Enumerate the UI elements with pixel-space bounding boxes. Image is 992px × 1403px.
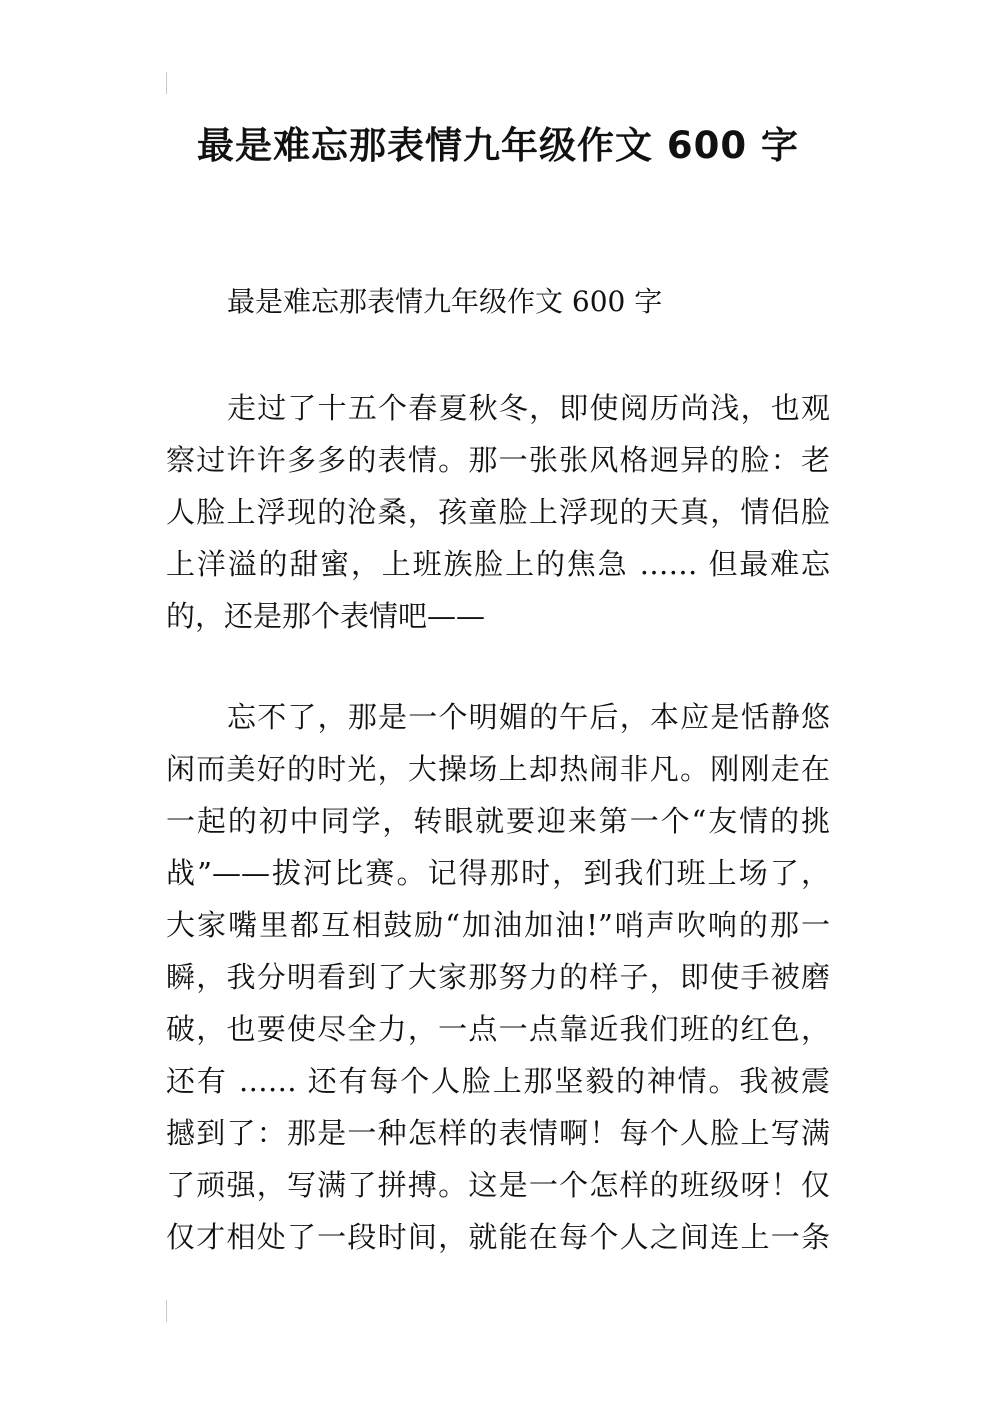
paragraph-line: 撼到了：那是一种怎样的表情啊！每个人脸上写满 — [166, 1116, 830, 1150]
paragraph-line: 还有 …… 还有每个人脸上那坚毅的神情。我被震 — [166, 1064, 830, 1098]
paragraph-line: 大家嘴里都互相鼓励“加油加油!”哨声吹响的那一 — [166, 908, 830, 942]
document-title: 最是难忘那表情九年级作文 600 字 — [197, 124, 799, 167]
paragraph-line: 察过许许多多的表情。那一张张风格迥异的脸：老 — [166, 443, 830, 477]
paragraph-line: 战”——拔河比赛。记得那时，到我们班上场了， — [166, 856, 830, 890]
paragraph-line: 一起的初中同学，转眼就要迎来第一个“友情的挑 — [166, 804, 830, 838]
paragraph-line: 的，还是那个表情吧—— — [166, 599, 486, 633]
document-subtitle: 最是难忘那表情九年级作文 600 字 — [227, 285, 663, 318]
paragraph-2 — [166, 691, 830, 1263]
paragraph-line: 闲而美好的时光，大操场上却热闹非凡。刚刚走在 — [166, 752, 830, 786]
paragraph-line: 走过了十五个春夏秋冬，即使阅历尚浅，也观 — [227, 391, 830, 425]
crop-mark-top — [166, 72, 167, 94]
paragraph-line: 上洋溢的甜蜜，上班族脸上的焦急 …… 但最难忘 — [166, 547, 830, 581]
paragraph-line: 瞬，我分明看到了大家那努力的样子，即使手被磨 — [166, 960, 830, 994]
paragraph-line: 仅才相处了一段时间，就能在每个人之间连上一条 — [166, 1220, 830, 1254]
paragraph-line: 了顽强，写满了拼搏。这是一个怎样的班级呀！仅 — [166, 1168, 830, 1202]
paragraph-line: 忘不了，那是一个明媚的午后，本应是恬静悠 — [227, 700, 830, 734]
paragraph-line: 人脸上浮现的沧桑，孩童脸上浮现的天真，情侣脸 — [166, 495, 830, 529]
crop-mark-bottom — [166, 1300, 167, 1322]
paragraph-1 — [166, 382, 830, 642]
paragraph-line: 破，也要使尽全力，一点一点靠近我们班的红色， — [166, 1012, 830, 1046]
